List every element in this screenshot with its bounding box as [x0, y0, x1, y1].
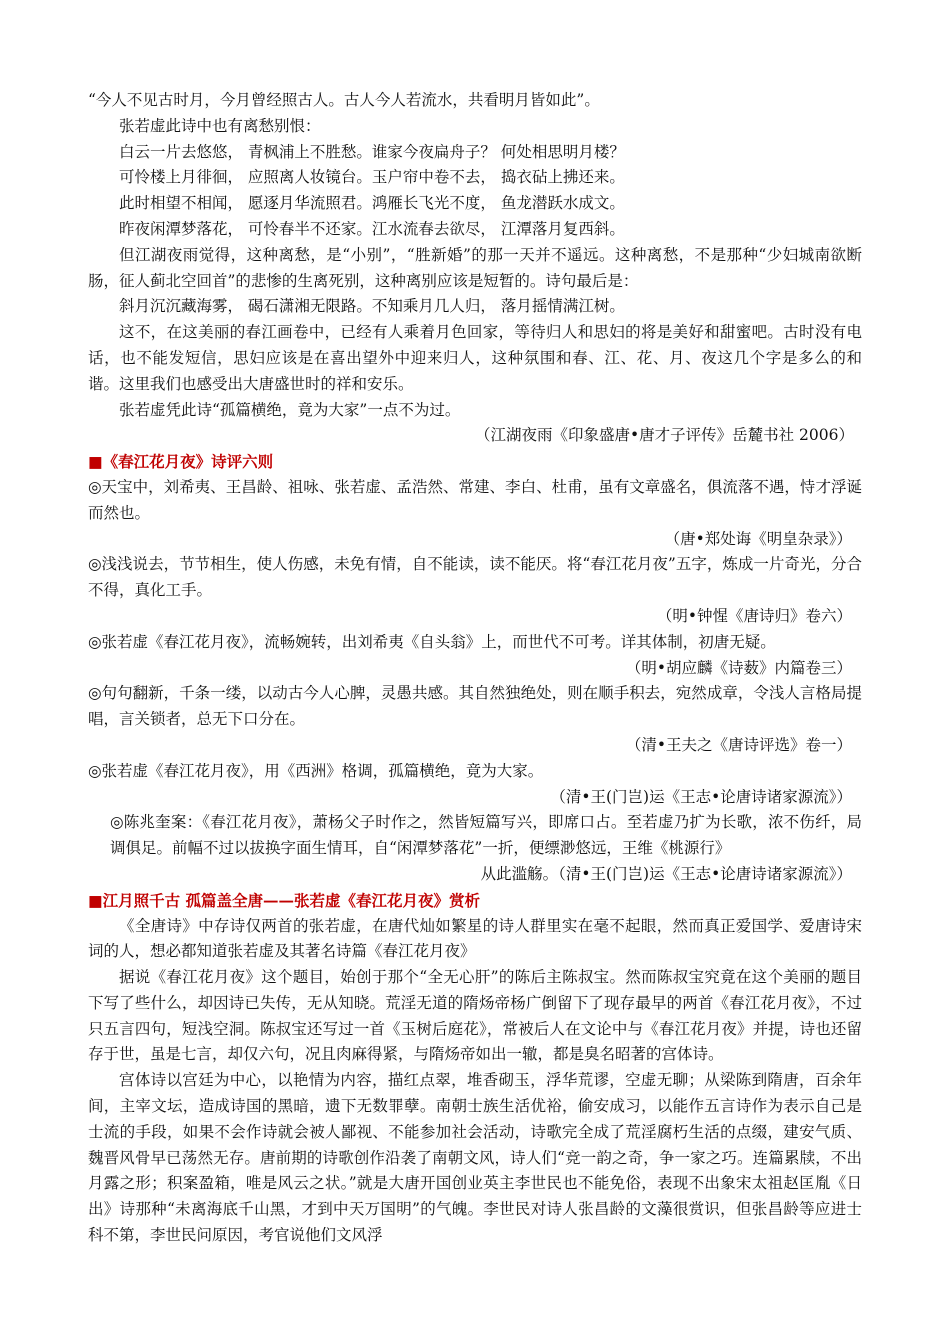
body-paragraph: 宫体诗以宫廷为中心，以艳情为内容，描红点翠，堆香砌玉，浮华荒谬，空虚无聊；从梁陈到隋唐，百余年间，主宰文坛，造成诗国的黑暗，遗下无数罪孽。南朝士族生活优裕，偷安成习，以能作五言诗作为表示自己是士流的手段，如果不会作诗就会被人鄙视、不能参加社会活动，诗歌完全成了荒淫腐朽生活的点缀，建安气质、魏晋风骨早已荡然无存。唐前期的诗歌创作沿袭了南朝文风，诗人们“竞一韵之奇，争一家之巧。连篇累牍，不出月露之形；积案盈箱，唯是风云之状。”就是大唐开国创业英主李世民也不能免俗，表现不出象宋太祖赵匡胤《日出》诗那种“未离海底千山黑，才到中天万国明”的气魄。李世民对诗人张昌龄的文藻很赏识，但张昌龄等应进士科不第，李世民问原因，考官说他们文风浮 [88, 1071, 862, 1245]
body-line: 张若虚此诗中也有离愁别恨： [119, 116, 321, 135]
comment-source: （清•王(门岂)运《王志•论唐诗诸家源流》） [550, 787, 852, 806]
section-heading [88, 449, 862, 475]
quote-line: “今人不见古时月，今月曾经照古人。古人今人若流水，共看明月皆如此”。 [88, 91, 600, 109]
body-paragraph: 《全唐诗》中存诗仅两首的张若虚，在唐代灿如繁星的诗人群里实在毫不起眼，然而真正爱国学、爱唐诗宋词的人，想必都知道张若虚及其著名诗篇《春江花月夜》 [88, 916, 862, 961]
source-citation: （江湖夜雨《印象盛唐•唐才子评传》岳麓书社 2006） [474, 426, 854, 445]
square-bullet-icon: ■ [88, 890, 103, 910]
body-line: 张若虚凭此诗“孤篇横绝，竟为大家”一点不为过。 [119, 400, 461, 419]
verse-line: 此时相望不相闻， 愿逐月华流照君。鸿雁长飞光不度， 鱼龙潜跃水成文。 [119, 194, 625, 213]
comment-source: （明•胡应麟《诗薮》内篇卷三） [625, 658, 852, 677]
section-title: 江月照千古 孤篇盖全唐——张若虚《春江花月夜》赏析 [102, 890, 481, 910]
square-bullet-icon: ■ [88, 452, 103, 472]
comment-source: 从此滥觞。（清•王(门岂)运《王志•论唐诗诸家源流》） [480, 864, 852, 883]
comment-item: ◎张若虚《春江花月夜》，流畅婉转，出刘希夷《自头翁》上，而世代不可考。详其体制，初唐无疑。 [88, 632, 776, 651]
body-paragraph: 这不，在这美丽的春江画卷中，已经有人乘着月色回家，等待归人和思妇的将是美好和甜蜜吧。古时没有电话，也不能发短信，思妇应该是在喜出望外中迎来归人，这种氛围和春、江、花、月、夜这几个字是多么的和谐。这里我们也感受出大唐盛世时的祥和安乐。 [88, 323, 862, 393]
verse-line: 昨夜闲潭梦落花， 可怜春半不还家。江水流春去欲尽， 江潭落月复西斜。 [119, 219, 625, 238]
comment-item: ◎浅浅说去，节节相生，使人伤感，未免有情，自不能读，读不能厌。将“春江花月夜”五字，炼成一片奇光，分合不得，真化工手。 [88, 555, 862, 600]
comment-item-last [88, 810, 862, 887]
comment-item: ◎张若虚《春江花月夜》，用《西洲》格调，孤篇横绝，竟为大家。 [88, 761, 544, 780]
verse-line: 白云一片去悠悠， 青枫浦上不胜愁。谁家今夜扁舟子？ 何处相思明月楼？ [119, 142, 625, 161]
comment-source: （明•钟惺《唐诗归》卷六） [656, 606, 852, 625]
document-page [88, 88, 862, 1249]
section-heading [88, 888, 862, 914]
section-title: 《春江花月夜》诗评六则 [102, 452, 274, 472]
verse-line: 可怜楼上月徘徊， 应照离人妆镜台。玉户帘中卷不去， 捣衣砧上拂还来。 [119, 168, 625, 187]
comment-text: ◎陈兆奎案：《春江花月夜》，萧杨父子时作之，然皆短篇写兴，即席口占。至若虚乃扩为长歌，浓不伤纤，局调俱足。前幅不过以拔换字面生情耳，自“闲潭梦落花”一折，便缥渺悠远，王维《桃源行》 [110, 813, 862, 858]
verse-line: 斜月沉沉藏海雾， 碣石潇湘无限路。不知乘月几人归， 落月摇情满江树。 [119, 297, 625, 316]
comment-source: （唐•郑处诲《明皇杂录》） [664, 529, 852, 548]
body-paragraph: 据说《春江花月夜》这个题目，始创于那个“全无心肝”的陈后主陈叔宝。然而陈叔宝究竟在这个美丽的题目下写了些什么，却因诗已失传，无从知晓。荒淫无道的隋炀帝杨广倒留下了现存最早的两首《春江花月夜》，不过只五言四句，短浅空洞。陈叔宝还写过一首《玉树后庭花》，常被后人在文论中与《春江花月夜》并提，诗也还留存于世，虽是七言，却仅六句，况且肉麻得紧，与隋炀帝如出一辙，都是臭名昭著的宫体诗。 [88, 968, 862, 1064]
comment-item: ◎天宝中，刘希夷、王昌龄、祖咏、张若虚、孟浩然、常建、李白、杜甫，虽有文章盛名，俱流落不遇，恃才浮诞而然也。 [88, 477, 862, 522]
body-paragraph: 但江湖夜雨觉得，这种离愁，是“小别”，“胜新婚”的那一天并不遥远。这种离愁，不是那种“少妇城南欲断肠，征人蓟北空回首”的悲惨的生离死别，这种离别应该是短暂的。诗句最后是： [88, 245, 862, 290]
comment-source: （清•王夫之《唐诗评选》卷一） [625, 735, 852, 754]
comment-item: ◎句句翻新，千条一缕，以动古今人心脾，灵愚共感。其自然独绝处，则在顺手积去，宛然成章，令浅人言格局提唱，言关锁者，总无下口分在。 [88, 684, 862, 729]
